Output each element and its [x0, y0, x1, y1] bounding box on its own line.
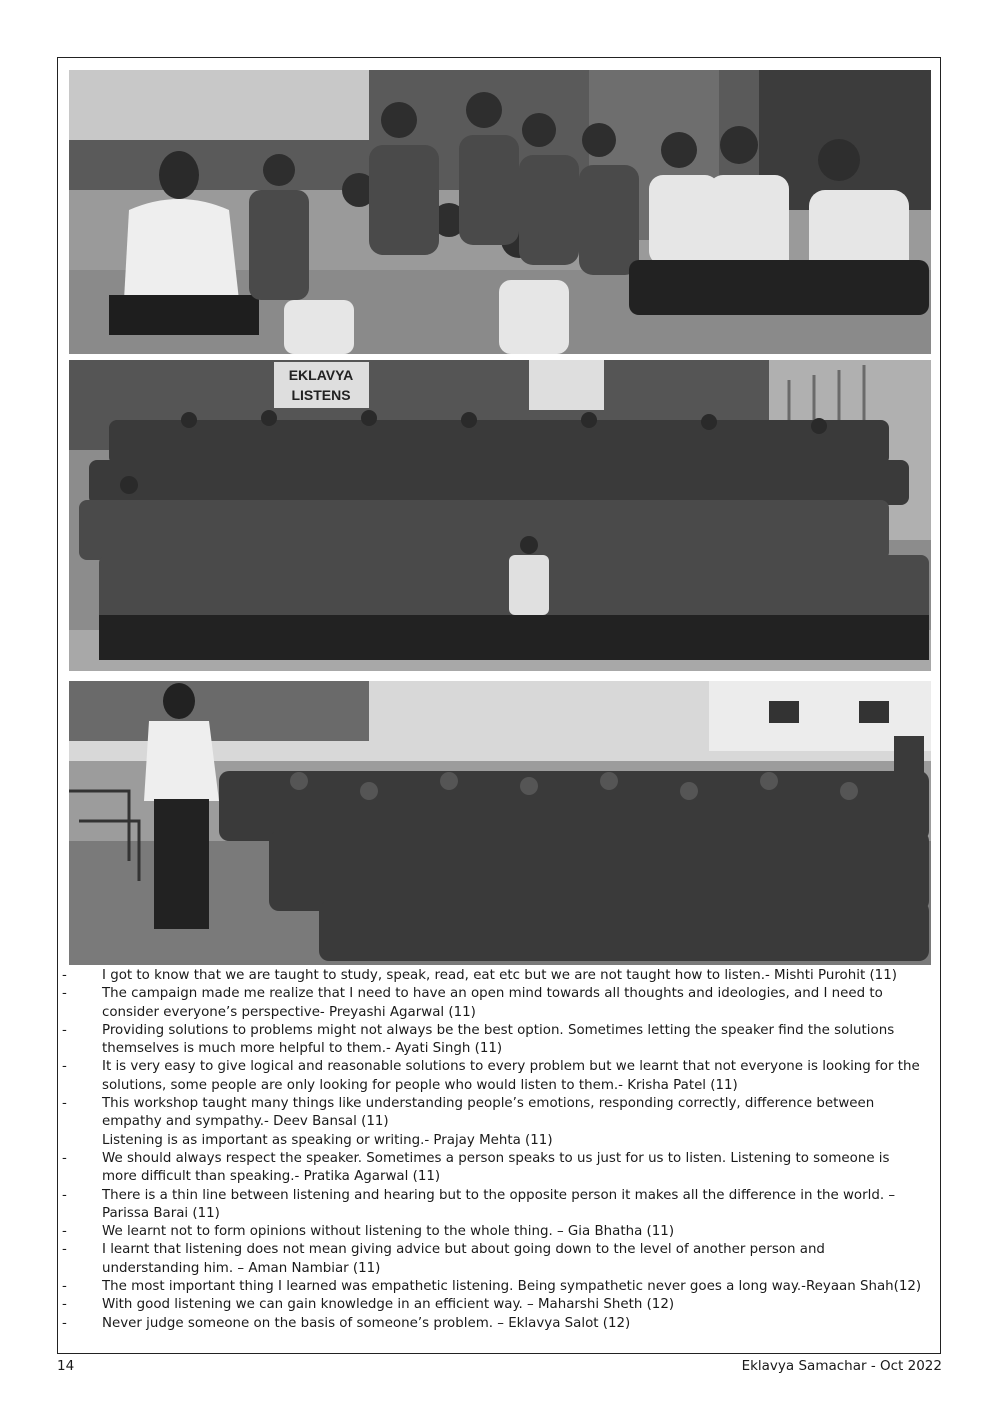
quote-item: - I learnt that listening does not mean giving advice but about going down to the level of another person and — [62, 1242, 825, 1258]
quote-item: - Providing solutions to problems might not always be the best option. Sometimes letting the speaker find the solutions — [62, 1022, 895, 1038]
quote-line-continued: consider everyone’s perspective- Preyashi Agarwal (11) — [102, 1004, 476, 1020]
quote-line-continued: solutions, some people are only looking for people who would listen to them.- Krisha Patel (11) — [102, 1077, 738, 1093]
quote-item: - The most important thing I learned was empathetic listening. Being sympathetic never goes a long way.-Reyaan Shah(12) — [62, 1279, 922, 1295]
photo-listening-circle-image — [69, 70, 931, 354]
quote-line-continued: understanding him. – Aman Nambiar (11) — [102, 1260, 381, 1276]
quote-line: Providing solutions to problems might not always be the best option. Sometimes letting the speaker find the solutions — [102, 1022, 895, 1038]
quote-line: The campaign made me realize that I need to have an open mind towards all thoughts and ideologies, and I need to — [102, 986, 883, 1002]
quote-item: - There is a thin line between listening and hearing but to the opposite person it makes all the difference in the world. – — [62, 1187, 896, 1203]
quote-item: - We should always respect the speaker. Sometimes a person speaks to us just for us to listen. Listening to someone is — [62, 1150, 890, 1166]
photo-session-image — [69, 681, 931, 965]
quote-line: There is a thin line between listening and hearing but to the opposite person it makes all the difference in the world. – — [102, 1187, 896, 1203]
quote-line-continued: Parissa Barai (11) — [102, 1205, 220, 1221]
quote-line: The most important thing I learned was empathetic listening. Being sympathetic never goes a long way.-Reyaan Shah(12) — [102, 1279, 922, 1295]
quote-item: - It is very easy to give logical and reasonable solutions to every problem but we learnt that not everyone is looking for the — [62, 1059, 920, 1075]
student-quotes — [62, 967, 934, 1333]
svg-text:EKLAVYA: EKLAVYA — [288, 367, 354, 383]
quote-line: It is very easy to give logical and reasonable solutions to every problem but we learnt that not everyone is looking for the — [102, 1059, 920, 1075]
photo-group-image — [69, 360, 931, 671]
page-number: 14 — [57, 1358, 75, 1374]
quote-line: Never judge someone on the basis of someone’s problem. – Eklavya Salot (12) — [102, 1315, 631, 1331]
quote-line: We should always respect the speaker. Sometimes a person speaks to us just for us to listen. Listening to someone is — [102, 1150, 890, 1166]
quote-line-continued: themselves is much more helpful to them.- Ayati Singh (11) — [102, 1041, 503, 1057]
quote-item: - This workshop taught many things like understanding people’s emotions, responding correctly, difference between — [62, 1096, 875, 1112]
quote-line: I got to know that we are taught to study, speak, read, eat etc but we are not taught how to listen.- Mishti Purohit (11) — [102, 968, 897, 983]
svg-text:LISTENS: LISTENS — [291, 387, 351, 403]
photo-group — [69, 360, 931, 671]
quote-line: I learnt that listening does not mean giving advice but about going down to the level of another person and — [102, 1242, 825, 1258]
quote-line-continued: more difficult than speaking.- Pratika Agarwal (11) — [102, 1169, 441, 1185]
quote-item: - I got to know that we are taught to study, speak, read, eat etc but we are not taught how to listen.- Mishti Purohit (11) — [62, 968, 897, 983]
quote-line: We learnt not to form opinions without listening to the whole thing. – Gia Bhatha (11) — [102, 1224, 675, 1240]
photo-session — [69, 681, 931, 965]
quote-line-continued: empathy and sympathy.- Deev Bansal (11) — [102, 1114, 389, 1130]
quote-item: - The campaign made me realize that I need to have an open mind towards all thoughts and ideologies, and I need to — [62, 986, 883, 1002]
quote-item: - Never judge someone on the basis of someone’s problem. – Eklavya Salot (12) — [62, 1315, 631, 1331]
quote-line: This workshop taught many things like understanding people’s emotions, responding correctly, difference between — [102, 1096, 875, 1112]
quote-item: - With good listening we can gain knowledge in an efficient way. – Maharshi Sheth (12) — [62, 1297, 675, 1313]
quote-item: - We learnt not to form opinions without listening to the whole thing. – Gia Bhatha (11) — [62, 1224, 675, 1240]
publication-footer: Eklavya Samachar - Oct 2022 — [741, 1358, 942, 1374]
quote-line-continued: Listening is as important as speaking or writing.- Prajay Mehta (11) — [102, 1132, 553, 1148]
quote-line: With good listening we can gain knowledge in an efficient way. – Maharshi Sheth (12) — [102, 1297, 675, 1313]
photo-listening-circle — [69, 70, 931, 354]
